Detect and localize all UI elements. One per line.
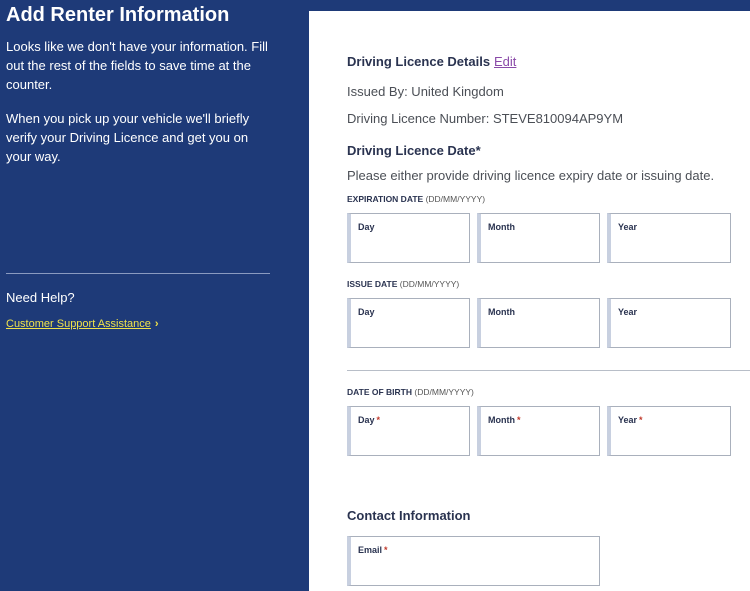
dob-label (347, 387, 474, 397)
licence-issued-by: Issued By: United Kingdom (347, 84, 504, 99)
dob-format: (DD/MM/YYYY) (414, 387, 474, 397)
issue-date-format: (DD/MM/YYYY) (399, 279, 460, 289)
customer-support-link-label: Customer Support Assistance (6, 318, 151, 330)
expiration-year-placeholder: Year (618, 222, 638, 232)
licence-number: Driving Licence Number: STEVE810094AP9YM (347, 111, 624, 126)
email-placeholder: Email * (358, 545, 388, 555)
sidebar-panel (0, 0, 309, 591)
issue-date-label (347, 279, 459, 289)
dob-month-placeholder: Month * (488, 415, 521, 425)
dob-day-placeholder: Day * (358, 415, 381, 425)
sidebar-divider (6, 273, 270, 274)
issue-month-placeholder: Month (488, 307, 515, 317)
dob-day-input[interactable] (347, 406, 470, 456)
need-help-heading: Need Help? (6, 290, 75, 305)
issue-date-label-text: ISSUE DATE (347, 279, 398, 289)
expiration-month-placeholder: Month (488, 222, 515, 232)
licence-details-heading: Driving Licence Details (347, 54, 491, 69)
expiration-date-label (347, 194, 485, 204)
intro-text-1: Looks like we don't have your information. Fill out the rest of the fields to save time at the counter. (6, 39, 268, 92)
dob-year-input[interactable] (607, 406, 731, 456)
dob-label-text: DATE OF BIRTH (347, 387, 413, 397)
dob-month-input[interactable] (477, 406, 600, 456)
form-panel (309, 11, 750, 591)
issue-year-input[interactable] (607, 298, 731, 348)
customer-support-link[interactable] (6, 318, 159, 330)
contact-info-heading: Contact Information (347, 508, 471, 523)
expiration-year-input[interactable] (607, 213, 731, 263)
expiration-month-input[interactable] (477, 213, 600, 263)
dob-year-placeholder: Year * (618, 415, 643, 425)
expiration-day-input[interactable] (347, 213, 470, 263)
issue-month-input[interactable] (477, 298, 600, 348)
licence-date-heading: Driving Licence Date* (347, 143, 481, 158)
expiration-date-label-text: EXPIRATION DATE (347, 194, 424, 204)
chevron-right-icon: › (154, 318, 159, 330)
licence-date-note: Please either provide driving licence expiry date or issuing date. (347, 168, 715, 183)
email-field[interactable] (347, 536, 600, 586)
issue-year-placeholder: Year (618, 307, 638, 317)
expiration-date-format: (DD/MM/YYYY) (425, 194, 486, 204)
intro-text-2: When you pick up your vehicle we'll briefly verify your Driving Licence and get you on your way. (6, 111, 250, 164)
edit-licence-link[interactable]: Edit (494, 54, 517, 69)
section-divider (347, 370, 750, 371)
expiration-day-placeholder: Day (358, 222, 375, 232)
issue-day-placeholder: Day (358, 307, 375, 317)
page-title: Add Renter Information (6, 4, 230, 26)
issue-day-input[interactable] (347, 298, 470, 348)
